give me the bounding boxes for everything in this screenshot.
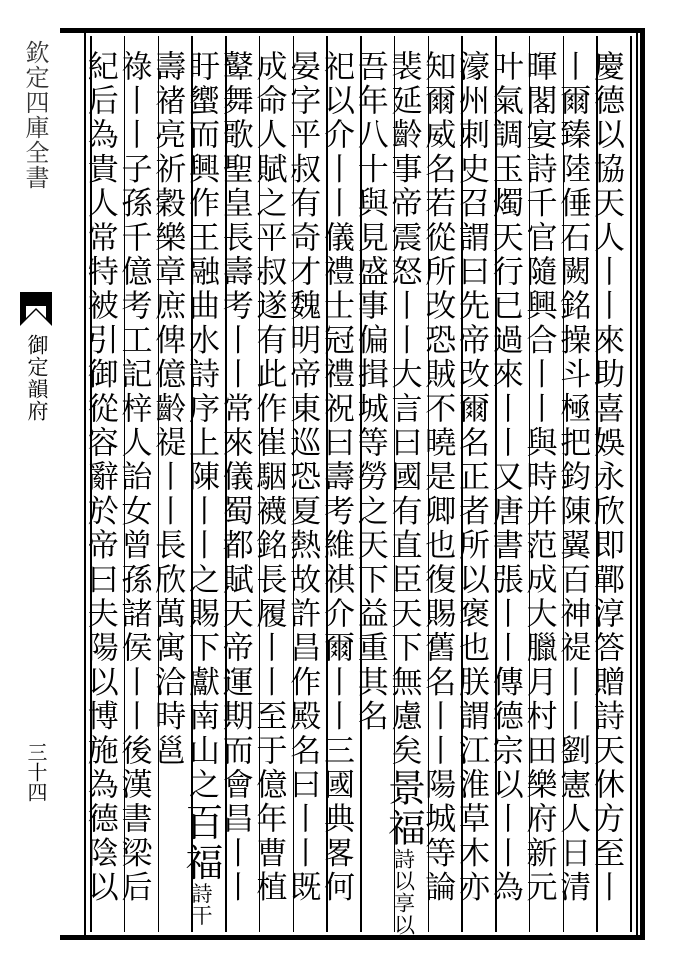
text-column xyxy=(81,50,123,920)
entry-annotation: 詩以享以 xyxy=(391,848,416,937)
column-text: 壽禇亮祈穀樂章庶俾億齡禔丨丨長欣萬寓洽時邕 xyxy=(149,50,186,769)
column-text: 成命人賦之平叔遂有此作崔駰襪銘長履丨丨至于億年曹植 xyxy=(250,50,287,905)
text-column xyxy=(453,50,494,920)
column-text: 慶德以協天人丨丨來助喜娛永欣即鄲淳答贈詩天休方至丨 xyxy=(588,50,624,905)
column-text: 暉閣宴詩千官隨興合丨丨與時并范成大臘月村田樂府新元 xyxy=(520,50,557,905)
text-column xyxy=(381,50,427,937)
text-column xyxy=(284,50,326,920)
column-text: 叶氣調玉燭天行已過來丨丨又唐書張丨丨傳德宗以丨丨為 xyxy=(486,50,523,905)
margin-title: 欽定四庫全書 xyxy=(21,40,49,190)
column-text: 吾年八十與見盛事偏揖城等勞之天下益重其名 xyxy=(351,50,388,734)
column-text: 知爾威名若從所改恐賊不曉是卿也復賜舊名丨丨陽城等論 xyxy=(419,50,456,905)
text-column xyxy=(520,50,562,920)
column-text: 紀后為貴人常特被引御從容辭於帝曰夫陽以博施為德陰以 xyxy=(81,50,118,905)
margin-book-title: 御定韻府 xyxy=(25,334,49,422)
text-column xyxy=(419,50,461,920)
text-column xyxy=(318,50,359,920)
text-column xyxy=(216,50,258,920)
column-divider xyxy=(630,36,632,932)
text-column xyxy=(486,50,528,920)
text-column xyxy=(588,50,629,920)
text-column xyxy=(351,50,393,920)
column-text: 晏字平叔有奇才魏明帝東巡恐夏熱故許昌作殿名曰丨丨既 xyxy=(284,50,321,905)
fishtail-icon xyxy=(16,292,56,328)
frame-right-rule xyxy=(636,33,638,935)
column-text: 鼙舞歌聖皇長壽考丨丨常來儀蜀都賦天帝運期而會昌丨丨 xyxy=(216,50,253,905)
entry-heading: 百福 xyxy=(179,802,223,883)
column-text: 丨爾臻陸倕石闕銘操斗極把鈞陳翼百神禔丨丨劉憲人日清 xyxy=(554,50,591,905)
column-text: 祀以介丨丨儀禮士冠禮祝曰壽考維祺介爾丨丨三國典畧何 xyxy=(318,50,354,905)
margin-page-number: 三十四 xyxy=(24,742,48,802)
column-text: 裴延齡事帝震怒丨丨大言曰國有直臣天下無慮矣 xyxy=(385,50,422,769)
text-column xyxy=(250,50,292,920)
text-column xyxy=(115,50,157,920)
text-column xyxy=(554,50,596,920)
entry-heading: 景福 xyxy=(381,768,426,849)
column-text: 濠州刺史召謂曰先帝改爾名正者所以褒也朕謂江淮草木亦 xyxy=(453,50,489,905)
column-text: 祿丨丨子孫千億考工記梓人詒女曾孫諸侯丨丨後漢書梁后 xyxy=(115,50,152,905)
text-column xyxy=(179,50,224,927)
entry-annotation: 詩干 xyxy=(189,882,213,927)
column-text: 盱蠁而興作王融曲水詩序上陳丨丨之賜下獻南山之 xyxy=(183,50,219,803)
text-column xyxy=(149,50,191,920)
